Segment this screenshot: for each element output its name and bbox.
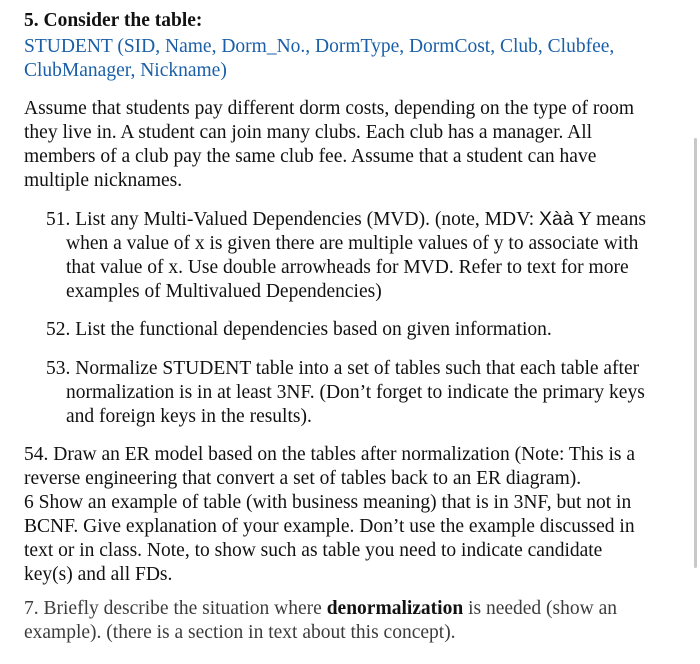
- question-6: [24, 491, 635, 587]
- schema-line: ClubManager, Nickname): [24, 60, 227, 81]
- assumptions-paragraph: [24, 97, 634, 193]
- q51-line: when a value of x is given there are multiple values of y to associate with: [66, 233, 639, 254]
- q53-line: 53. Normalize STUDENT table into a set of tables such that each table after: [46, 358, 640, 379]
- question-51: [46, 207, 646, 304]
- assumption-line: they live in. A student can join many clubs. Each club has a manager. All: [24, 122, 593, 143]
- q6-line: 6 Show an example of table (with business meaning) that is in 3NF, but not in: [24, 492, 632, 513]
- assumption-line: members of a club pay the same club fee. Assume that a student can have: [24, 146, 597, 167]
- table-schema: [24, 35, 614, 83]
- q6-line: key(s) and all FDs.: [24, 564, 173, 585]
- q7-text-end: is needed (show an: [463, 598, 617, 619]
- q54-line: reverse engineering that convert a set of tables back to an ER diagram).: [24, 468, 582, 489]
- q6-line: text or in class. Note, to show such as table you need to indicate candidate: [24, 540, 603, 561]
- q7-text: 7. Briefly describe the situation where: [24, 598, 327, 619]
- q53-line: and foreign keys in the results).: [66, 406, 312, 427]
- q51-text-end: Y means: [573, 209, 646, 230]
- q7-line: example). (there is a section in text about this concept).: [24, 622, 456, 643]
- question-52: [46, 318, 552, 342]
- scrollbar[interactable]: [694, 138, 697, 568]
- q51-first-line: [46, 207, 646, 232]
- assumption-line: multiple nicknames.: [24, 170, 183, 191]
- q51-symbol: Xàà: [539, 208, 574, 230]
- q7-bold-term: denormalization: [326, 598, 464, 619]
- question-heading: 5. Consider the table:: [24, 10, 203, 31]
- q51-text: 51. List any Multi-Valued Dependencies (MVD). (note, MDV:: [46, 209, 539, 230]
- q53-line: normalization is in at least 3NF. (Don’t forget to indicate the primary keys: [66, 382, 645, 403]
- question-54: [24, 443, 635, 491]
- q51-line: that value of x. Use double arrowheads for MVD. Refer to text for more: [66, 257, 629, 278]
- question-7: [24, 597, 617, 645]
- q6-line: BCNF. Give explanation of your example. Don’t use the example discussed in: [24, 516, 635, 537]
- q52-line: 52. List the functional dependencies based on given information.: [46, 319, 552, 340]
- schema-line: STUDENT (SID, Name, Dorm_No., DormType, DormCost, Club, Clubfee,: [24, 36, 615, 57]
- q51-line: examples of Multivalued Dependencies): [66, 281, 382, 302]
- assumption-line: Assume that students pay different dorm costs, depending on the type of room: [24, 98, 634, 119]
- q54-line: 54. Draw an ER model based on the tables after normalization (Note: This is a: [24, 444, 636, 465]
- question-53: [46, 357, 645, 429]
- q7-first-line: [24, 597, 617, 621]
